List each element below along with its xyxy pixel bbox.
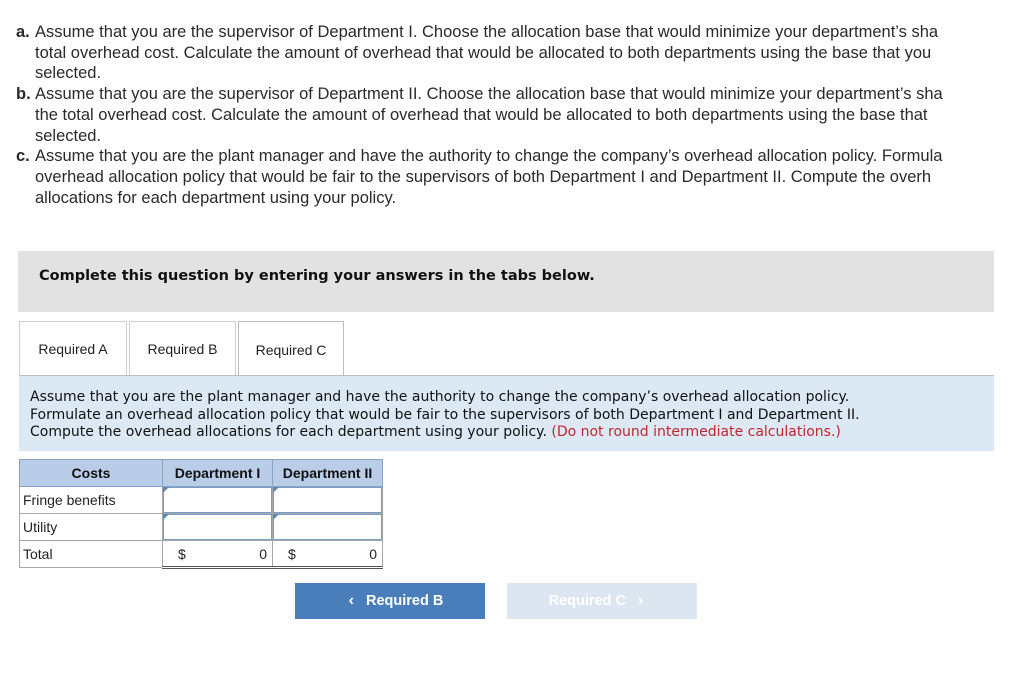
input-flag-icon bbox=[273, 514, 279, 520]
row-label-total: Total bbox=[20, 541, 163, 568]
question-letter: a. bbox=[16, 23, 30, 41]
total-dept1 bbox=[163, 541, 273, 568]
question-text-line: the total overhead cost. Calculate the amount of overhead that would be allocated to both departments using the base that bbox=[35, 105, 928, 124]
currency-symbol: $ bbox=[178, 546, 186, 562]
table-row-total bbox=[20, 541, 383, 568]
banner-text: Complete this question by entering your answers in the tabs below. bbox=[39, 268, 595, 284]
question-text-line: overhead allocation policy that would be fair to the supervisors of both Department I and Department II. Compute the overh bbox=[35, 167, 932, 186]
question-text-line: selected. bbox=[35, 126, 102, 145]
cell-fringe-dept2 bbox=[273, 487, 383, 514]
column-header-department-i: Department I bbox=[163, 460, 273, 487]
instructions-line: Formulate an overhead allocation policy that would be fair to the supervisors of both Department I and Department II. bbox=[30, 406, 860, 423]
next-required-c-button[interactable] bbox=[507, 583, 697, 619]
column-header-department-ii: Department II bbox=[273, 460, 383, 487]
question-a bbox=[16, 22, 1024, 84]
total-dept2 bbox=[273, 541, 383, 568]
fringe-benefits-dept1-input[interactable] bbox=[163, 487, 272, 513]
utility-dept2-input[interactable] bbox=[273, 514, 382, 540]
question-text-line: allocations for each department using your policy. bbox=[35, 188, 397, 207]
question-letter: c. bbox=[16, 147, 30, 166]
question-list bbox=[16, 22, 1024, 208]
table-row bbox=[20, 514, 383, 541]
instructions-banner bbox=[18, 251, 994, 312]
instructions-line: Assume that you are the plant manager and have the authority to change the company’s overhead allocation policy. bbox=[30, 389, 850, 405]
rounding-note: (Do not round intermediate calculations.) bbox=[551, 424, 841, 441]
question-text-line: total overhead cost. Calculate the amount of overhead that would be allocated to both departments using the base that you bbox=[35, 43, 932, 62]
tab-required-c[interactable]: Required C bbox=[238, 321, 344, 377]
tab-required-b[interactable]: Required B bbox=[129, 321, 236, 376]
row-label-fringe-benefits: Fringe benefits bbox=[20, 487, 163, 514]
question-text-line: Assume that you are the plant manager and have the authority to change the company’s overhead allocation policy. Formula bbox=[35, 147, 943, 166]
chevron-left-icon: ‹ bbox=[348, 592, 354, 609]
cell-utility-dept2 bbox=[273, 514, 383, 541]
utility-dept1-input[interactable] bbox=[163, 514, 272, 540]
total-dept1-value: 0 bbox=[259, 546, 267, 562]
input-flag-icon bbox=[163, 487, 169, 493]
row-label-utility: Utility bbox=[20, 514, 163, 541]
instructions-panel bbox=[19, 376, 994, 451]
table-row bbox=[20, 487, 383, 514]
question-text-line: Assume that you are the supervisor of Department II. Choose the allocation base that would minimize your department’s sha bbox=[35, 85, 943, 104]
allocation-table bbox=[19, 459, 383, 569]
chevron-right-icon: › bbox=[638, 592, 644, 609]
instructions-line: Compute the overhead allocations for each department using your policy. bbox=[30, 424, 552, 441]
previous-required-b-button[interactable] bbox=[295, 583, 485, 619]
prev-button-label: Required B bbox=[365, 593, 444, 609]
input-flag-icon bbox=[163, 514, 169, 520]
fringe-benefits-dept2-input[interactable] bbox=[273, 487, 382, 513]
question-text-line: Assume that you are the supervisor of Department I. Choose the allocation base that would minimize your department’s sha bbox=[35, 23, 939, 41]
input-flag-icon bbox=[273, 487, 279, 493]
cell-fringe-dept1 bbox=[163, 487, 273, 514]
total-dept2-value: 0 bbox=[369, 546, 377, 562]
question-text-line: selected. bbox=[35, 64, 102, 83]
question-b bbox=[16, 84, 1024, 146]
tab-required-a[interactable]: Required A bbox=[19, 321, 127, 376]
cell-utility-dept1 bbox=[163, 514, 273, 541]
column-header-costs: Costs bbox=[20, 460, 163, 487]
question-c bbox=[16, 146, 1024, 208]
next-button-label: Required C bbox=[548, 593, 626, 609]
currency-symbol: $ bbox=[288, 546, 296, 562]
question-letter: b. bbox=[16, 85, 31, 104]
